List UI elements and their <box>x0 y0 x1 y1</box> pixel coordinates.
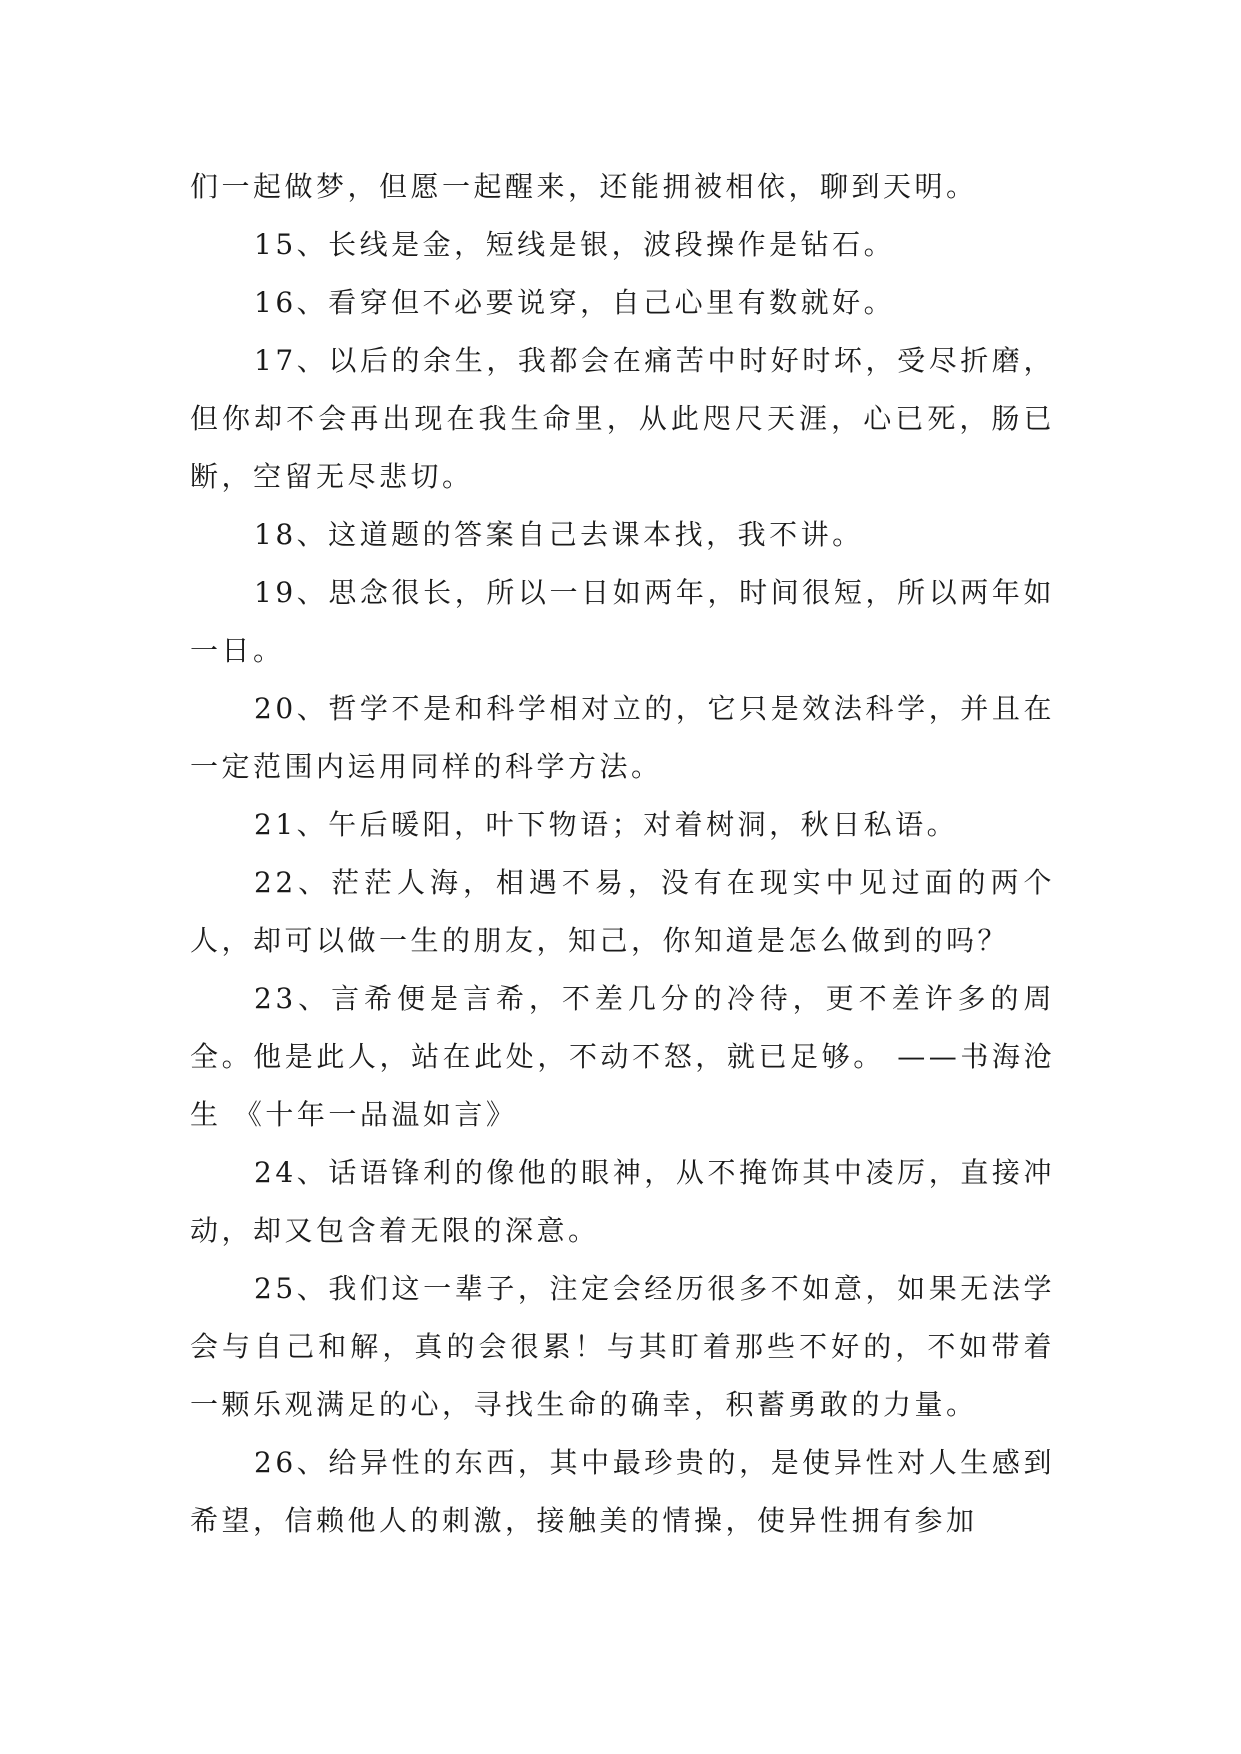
paragraph: 16、看穿但不必要说穿，自己心里有数就好。 <box>254 286 896 319</box>
paragraph: 22、茫茫人海，相遇不易，没有在现实中见过面的两个人，却可以做一生的朋友，知己，你知道是怎么做到的吗？ <box>190 866 1055 957</box>
paragraph: 23、言希便是言希，不差几分的冷待，更不差许多的周全。他是此人，站在此处，不动不怒，就已足够。 ——书海沧生 《十年一品温如言》 <box>190 982 1055 1131</box>
document-body <box>190 158 1055 1550</box>
paragraph: 15、长线是金，短线是银，波段操作是钻石。 <box>254 228 896 261</box>
paragraph: 17、以后的余生，我都会在痛苦中时好时坏，受尽折磨，但你却不会再出现在我生命里，从此咫尺天涯，心已死，肠已断，空留无尽悲切。 <box>190 344 1055 493</box>
paragraph: 20、哲学不是和科学相对立的，它只是效法科学，并且在一定范围内运用同样的科学方法。 <box>190 692 1055 783</box>
paragraph: 24、话语锋利的像他的眼神，从不掩饰其中凌厉，直接冲动，却又包含着无限的深意。 <box>190 1156 1055 1247</box>
paragraph: 19、思念很长，所以一日如两年，时间很短，所以两年如一日。 <box>190 576 1055 667</box>
paragraph: 26、给异性的东西，其中最珍贵的，是使异性对人生感到希望，信赖他人的刺激，接触美的情操，使异性拥有参加 <box>190 1446 1055 1537</box>
paragraph: 25、我们这一辈子，注定会经历很多不如意，如果无法学会与自己和解，真的会很累！与其盯着那些不好的，不如带着一颗乐观满足的心，寻找生命的确幸，积蓄勇敢的力量。 <box>190 1272 1055 1421</box>
paragraph: 们一起做梦，但愿一起醒来，还能拥被相依，聊到天明。 <box>190 170 978 203</box>
paragraph: 21、午后暖阳，叶下物语；对着树洞，秋日私语。 <box>254 808 959 841</box>
paragraph: 18、这道题的答案自己去课本找，我不讲。 <box>254 518 864 551</box>
